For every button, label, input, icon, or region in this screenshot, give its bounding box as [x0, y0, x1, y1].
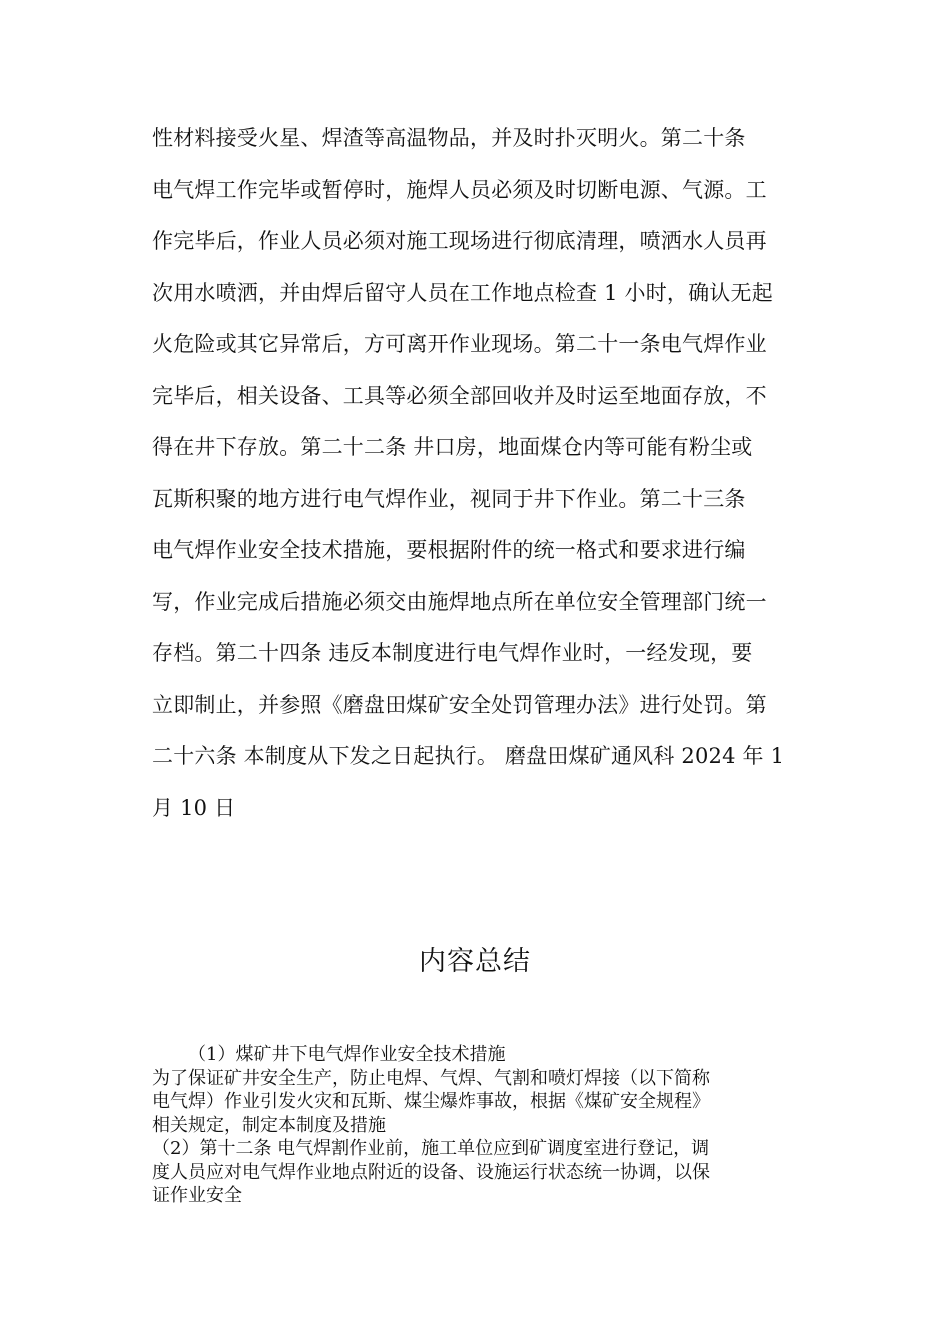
- summary-line: 度人员应对电气焊作业地点附近的设备、设施运行状态统一协调，以保: [152, 1161, 710, 1183]
- body-line: 写，作业完成后措施必须交由施焊地点所在单位安全管理部门统一: [152, 589, 767, 614]
- body-line: 立即制止，并参照《磨盘田煤矿安全处罚管理办法》进行处罚。第: [152, 692, 767, 717]
- body-line: 二十六条 本制度从下发之日起执行。 磨盘田煤矿通风科 2024 年 1: [152, 744, 785, 768]
- body-line: 次用水喷洒，并由焊后留守人员在工作地点检查 1 小时，确认无起: [152, 280, 773, 305]
- body-line: 火危险或其它异常后，方可离开作业现场。第二十一条电气焊作业: [152, 332, 767, 356]
- summary-line: 证作业安全: [152, 1185, 242, 1206]
- summary-line: 为了保证矿井安全生产，防止电焊、气焊、气割和喷灯焊接（以下简称: [152, 1067, 710, 1089]
- body-line: 性材料接受火星、焊渣等高温物品，并及时扑灭明火。第二十条: [152, 126, 746, 150]
- summary-line: （1）煤矿井下电气焊作业安全技术措施: [188, 1044, 506, 1065]
- body-line: 月 10 日: [152, 795, 236, 820]
- body-line: 电气焊工作完毕或暂停时，施焊人员必须及时切断电源、气源。工: [152, 177, 767, 202]
- summary-section: [152, 1043, 812, 1208]
- body-line: 电气焊作业安全技术措施，要根据附件的统一格式和要求进行编: [152, 538, 746, 562]
- summary-title: 内容总结: [419, 946, 531, 977]
- summary-line: 电气焊）作业引发火灾和瓦斯、煤尘爆炸事故，根据《煤矿安全规程》: [152, 1091, 710, 1112]
- body-line: 存档。第二十四条 违反本制度进行电气焊作业时，一经发现，要: [152, 641, 753, 665]
- summary-line: （2）第十二条 电气焊割作业前，施工单位应到矿调度室进行登记，调: [152, 1138, 710, 1159]
- body-line: 作完毕后，作业人员必须对施工现场进行彻底清理，喷洒水人员再: [152, 229, 767, 253]
- body-text: [152, 118, 812, 839]
- body-line: 得在井下存放。第二十二条 井口房，地面煤仓内等可能有粉尘或: [152, 435, 753, 459]
- body-line: 瓦斯积聚的地方进行电气焊作业，视同于井下作业。第二十三条: [152, 486, 746, 511]
- body-line: 完毕后，相关设备、工具等必须全部回收并及时运至地面存放，不: [152, 383, 767, 408]
- summary-line: 相关规定，制定本制度及措施: [152, 1114, 386, 1136]
